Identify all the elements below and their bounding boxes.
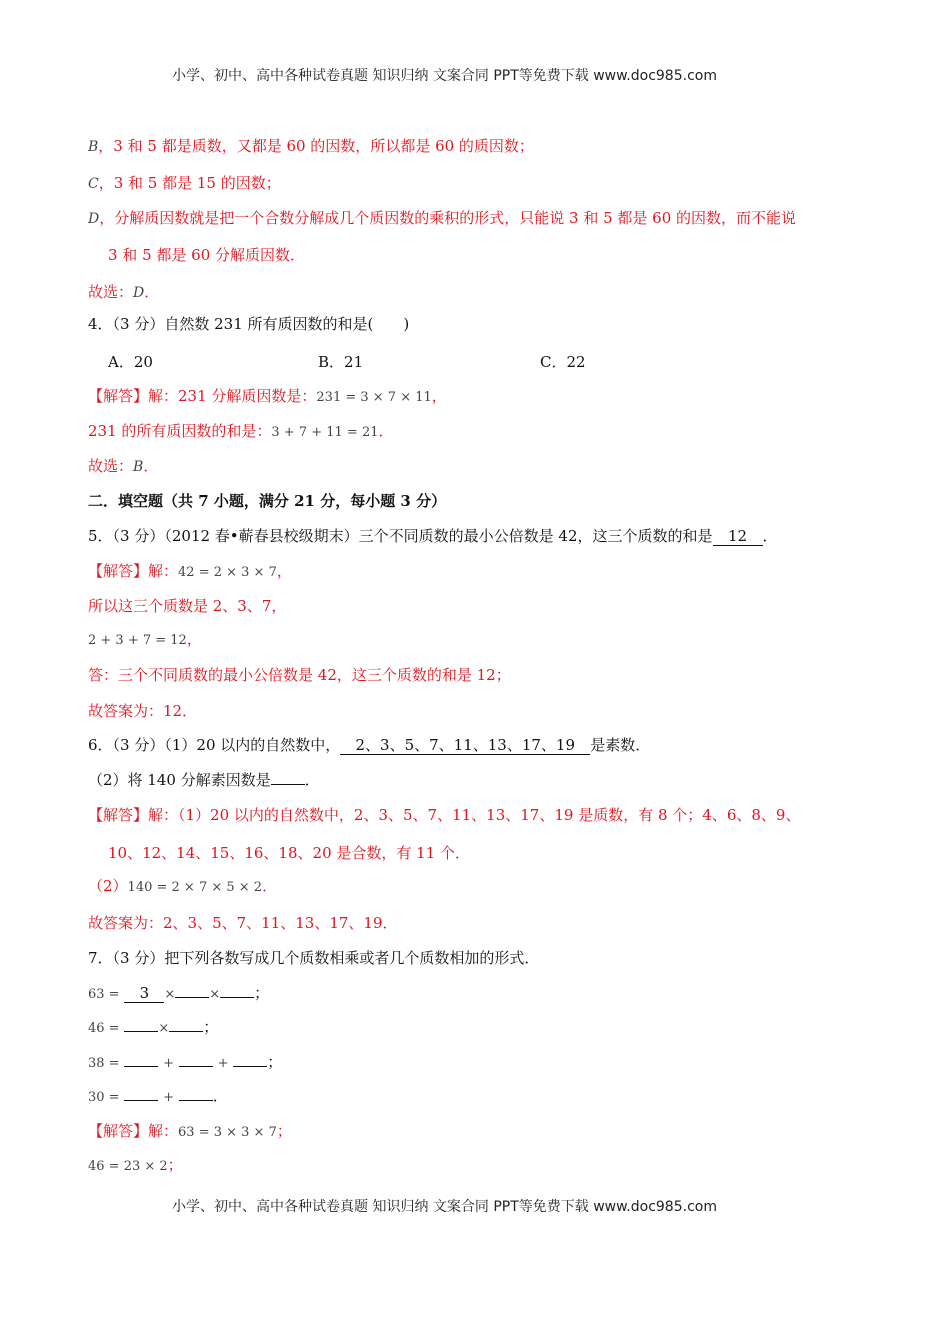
- q5-answer-line2: 所以这三个质数是 2、3、7，: [88, 597, 287, 615]
- punct: ．: [762, 527, 778, 545]
- times-sign: ×: [209, 987, 221, 1002]
- answer-label: 【解答】解：: [88, 562, 179, 580]
- q7-blank: [124, 1052, 158, 1067]
- plus-sign: +: [163, 1056, 175, 1071]
- times-sign: ×: [158, 1021, 170, 1036]
- answer-label: 【解答】解：: [88, 1122, 179, 1140]
- q5-answer-blank: 12: [713, 527, 763, 546]
- choice-prefix: 故选：: [88, 283, 134, 301]
- choice-letter: B: [133, 459, 144, 475]
- page-footer: 小学、初中、高中各种试卷真题 知识归纳 文案合同 PPT等免费下载 www.doc985.com: [172, 1199, 717, 1215]
- answer-text: 231 的所有质因数的和是：: [88, 422, 272, 440]
- q7-number: 46 =: [88, 1021, 120, 1036]
- q7-row-46: [88, 1017, 218, 1039]
- page-header: 小学、初中、高中各种试卷真题 知识归纳 文案合同 PPT等免费下载 www.doc985.com: [172, 68, 717, 84]
- q6-stem-end: 是素数．: [590, 736, 651, 754]
- option-letter-b: B: [88, 139, 99, 155]
- q7-answer-line1: [88, 1121, 292, 1143]
- punct: ．: [262, 877, 278, 895]
- q7-stem: 7．（3 分）把下列各数写成几个质数相乘或者几个质数相加的形式．: [88, 949, 540, 967]
- q5-answer-line5: 故答案为：12．: [88, 702, 198, 720]
- q7-answer-line2: [88, 1155, 183, 1177]
- plus-sign: +: [217, 1056, 229, 1071]
- answer-formula: 231 = 3 × 7 × 11: [316, 390, 432, 405]
- answer-formula: 3 + 7 + 11 = 21: [271, 425, 379, 440]
- q5-answer-line4: 答：三个不同质数的最小公倍数是 42，这三个质数的和是 12；: [88, 666, 511, 684]
- punct: ；: [167, 1156, 183, 1174]
- punct: ．: [378, 422, 394, 440]
- q4-answer-line1: [88, 386, 447, 408]
- q5-stem: [88, 526, 778, 546]
- option-letter-c: C: [88, 176, 99, 192]
- q7-blank: [179, 1052, 213, 1067]
- q4-option-c: C．22: [540, 353, 586, 371]
- answer-formula: 42 = 2 × 3 × 7: [178, 565, 277, 580]
- q3-b-text: ，3 和 5 都是质数，又都是 60 的因数，所以都是 60 的质因数；: [98, 137, 534, 155]
- answer-formula: 2 + 3 + 7 = 12: [88, 633, 187, 648]
- q3-option-d-continued: 3 和 5 都是 60 分解质因数．: [108, 246, 306, 264]
- answer-formula: 140 = 2 × 7 × 5 × 2: [127, 880, 263, 895]
- punct: ．: [304, 771, 320, 789]
- q4-option-a: A．20: [108, 353, 153, 371]
- punct: ．: [212, 1087, 228, 1105]
- q6-answer-line1: 【解答】解：（1）20 以内的自然数中，2、3、5、7、11、13、17、19 是质数，有 8 个；4、6、8、9、: [88, 806, 801, 824]
- q6-stem: [88, 735, 650, 755]
- option-letter-d: D: [88, 211, 100, 227]
- section-heading: 二．填空题（共 7 小题，满分 21 分，每小题 3 分）: [88, 492, 447, 510]
- q5-answer-line3: [88, 629, 202, 651]
- q4-final-choice: [88, 456, 158, 477]
- punct: ，: [276, 562, 292, 580]
- q6-part2: [88, 770, 320, 790]
- punct: ，: [431, 387, 447, 405]
- q6-answer-part2: [88, 876, 277, 898]
- q7-blank: [175, 983, 209, 998]
- q7-blank: [124, 1017, 158, 1032]
- answer-formula: 46 = 23 × 2: [88, 1159, 168, 1174]
- q7-row-38: [88, 1052, 282, 1074]
- q7-number: 38 =: [88, 1056, 120, 1071]
- q7-blank: [220, 983, 254, 998]
- choice-prefix: 故选：: [88, 457, 134, 475]
- q3-final-choice: [88, 282, 159, 303]
- q7-answer-blank: 3: [124, 984, 164, 1003]
- q3-d-text: ，分解质因数就是把一个合数分解成几个质因数的乘积的形式，只能说 3 和 5 都是 60 的因数，而不能说: [99, 209, 797, 227]
- times-sign: ×: [164, 987, 176, 1002]
- q7-row-30: [88, 1086, 228, 1108]
- q7-number: 63 =: [88, 987, 120, 1002]
- q6-answer-line2: 10、12、14、15、16、18、20 是合数，有 11 个．: [108, 844, 471, 862]
- q4-option-b: B．21: [318, 353, 364, 371]
- q6-answer-blank: 2、3、5、7、11、13、17、19: [340, 736, 590, 755]
- q7-row-63: [88, 983, 269, 1005]
- punct: ；: [203, 1018, 219, 1036]
- q7-blank: [233, 1052, 267, 1067]
- punct: ；: [254, 984, 270, 1002]
- punct: ；: [267, 1053, 283, 1071]
- q7-blank: [124, 1086, 158, 1101]
- choice-letter: D: [133, 285, 145, 301]
- q6-part2-blank: [271, 770, 305, 785]
- q7-number: 30 =: [88, 1090, 120, 1105]
- q6-part2-text: （2）将 140 分解素因数是: [88, 771, 271, 789]
- q7-blank: [169, 1017, 203, 1032]
- answer-part-label: （2）: [88, 877, 128, 895]
- q7-blank: [179, 1086, 213, 1101]
- q3-option-d-explanation: [88, 208, 796, 229]
- q3-option-c-explanation: [88, 173, 281, 194]
- q3-c-text: ，3 和 5 都是 15 的因数；: [98, 174, 281, 192]
- plus-sign: +: [163, 1090, 175, 1105]
- q6-final-answer: 故答案为：2、3、5、7、11、13、17、19．: [88, 914, 398, 932]
- q3-option-b-explanation: [88, 136, 534, 157]
- q5-stem-text: 5．（3 分）（2012 春•蕲春县校级期末）三个不同质数的最小公倍数是 42，这三个质数的和是: [88, 527, 713, 545]
- punct: ，: [186, 630, 202, 648]
- q4-answer-line2: [88, 421, 394, 443]
- choice-end: ．: [144, 283, 160, 301]
- q4-stem: 4．（3 分）自然数 231 所有质因数的和是( ): [88, 315, 410, 333]
- answer-label: 【解答】解：231 分解质因数是：: [88, 387, 317, 405]
- answer-formula: 63 = 3 × 3 × 7: [178, 1125, 277, 1140]
- punct: ；: [276, 1122, 292, 1140]
- q5-answer-line1: [88, 561, 292, 583]
- q6-stem-text: 6．（3 分）（1）20 以内的自然数中，: [88, 736, 341, 754]
- choice-end: ．: [143, 457, 159, 475]
